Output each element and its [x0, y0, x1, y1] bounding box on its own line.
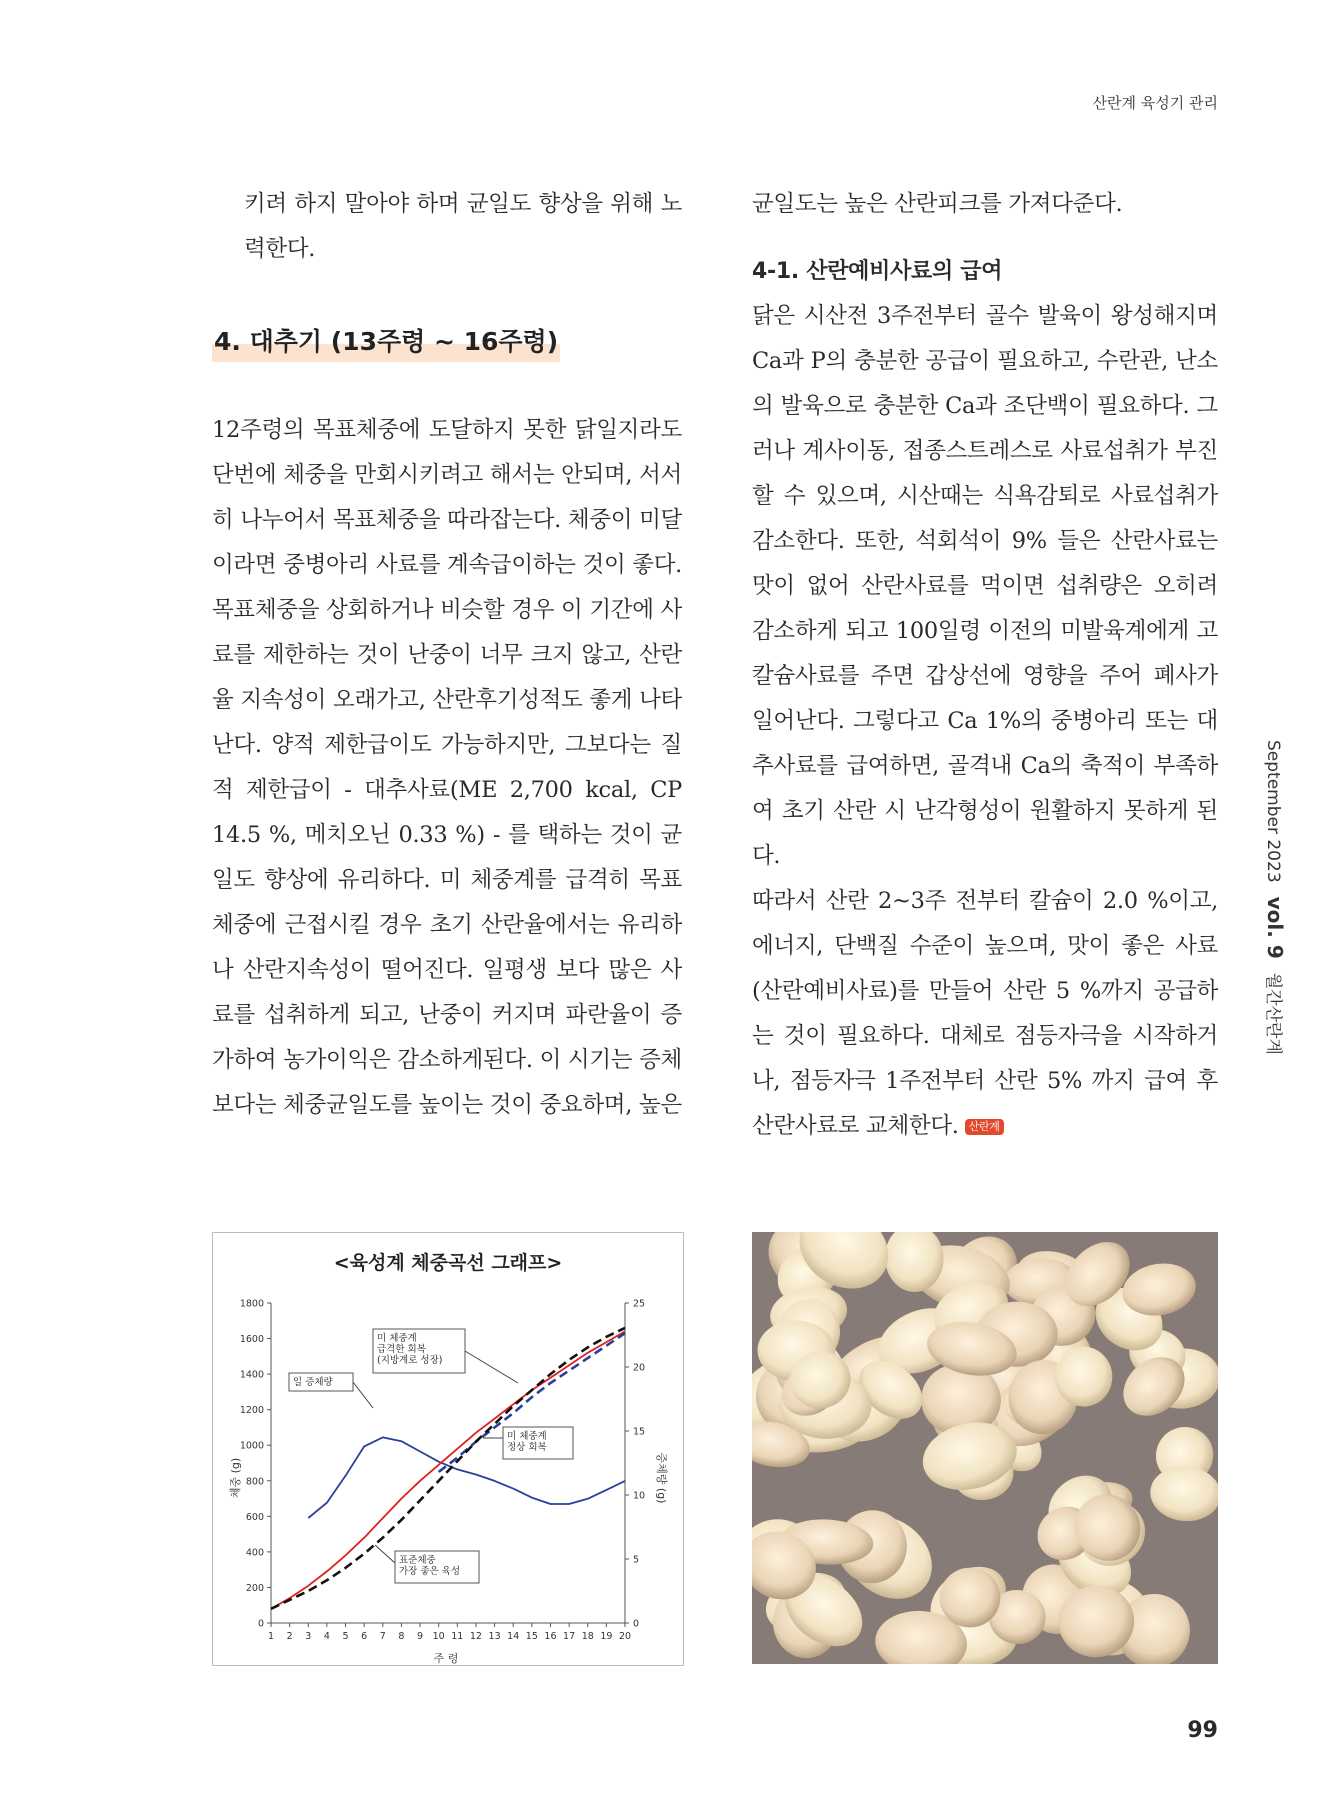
x-axis-label: 주 령 [433, 1652, 459, 1665]
annotation-text: 일 증체량 [293, 1377, 333, 1388]
issue-month: September 2023 [1263, 740, 1283, 883]
left-intro [212, 182, 682, 272]
y2-tick-label: 20 [633, 1362, 646, 1374]
right-body [752, 182, 1218, 1149]
x-tick-label: 7 [379, 1631, 386, 1642]
y-tick-label: 1400 [239, 1369, 264, 1381]
y2-tick-label: 10 [633, 1490, 646, 1502]
left-body [212, 408, 682, 1128]
annotation-text: 미 체중계 [377, 1333, 417, 1344]
chart-annotations [289, 1329, 573, 1583]
x-tick-label: 10 [432, 1631, 445, 1642]
x-tick-label: 16 [544, 1631, 557, 1642]
y-tick-label: 1600 [239, 1334, 264, 1346]
chicks-photo-svg [752, 1232, 1218, 1664]
end-mark-logo: 산란계 [965, 1119, 1004, 1135]
annotation-text: 미 체중계 [507, 1431, 547, 1442]
x-tick-label: 14 [507, 1631, 520, 1642]
issue-vol: vol. 9 [1263, 896, 1287, 959]
x-tick-label: 3 [305, 1631, 312, 1642]
right-continuation: 균일도는 높은 산란피크를 가져다준다. [752, 191, 1123, 217]
y2-tick-label: 25 [633, 1298, 646, 1310]
y2-tick-label: 0 [633, 1618, 640, 1630]
sidebar-issue-label [1263, 740, 1308, 1055]
x-tick-label: 19 [600, 1631, 613, 1642]
annotation-text: 가장 좋은 육성 [399, 1566, 461, 1577]
y2-tick-label: 15 [633, 1426, 646, 1438]
y-tick-label: 0 [257, 1618, 264, 1630]
annotation-text: 급격한 회복 [377, 1344, 426, 1355]
y2-tick-label: 5 [633, 1554, 640, 1566]
annotation-text: 정상 회복 [507, 1442, 547, 1453]
x-tick-label: 18 [581, 1631, 594, 1642]
y2-axis-label: 증체량 (g) [655, 1452, 668, 1504]
x-tick-label: 8 [398, 1631, 405, 1642]
y-tick-label: 200 [245, 1582, 264, 1594]
annotation-leader [375, 1545, 395, 1563]
y-tick-label: 800 [245, 1476, 264, 1488]
annotation-leader [353, 1382, 373, 1408]
chicks-photo [752, 1232, 1218, 1664]
running-header: 산란계 육성기 관리 [1092, 94, 1218, 112]
section-heading-4-1: 4-1. 산란예비사료의 급여 [752, 259, 1003, 284]
x-tick-label: 5 [342, 1631, 349, 1642]
section-4-1-paragraph-1: 닭은 시산전 3주전부터 골수 발육이 왕성해지며 Ca과 P의 충분한 공급이 필요하고, 수란관, 난소의 발육으로 충분한 Ca과 조단백이 필요하다. 그러나 계사이동, 접종스트레스로 사료섭취가 부진할 수 있으며, 시산때는 식욕감퇴로 사료섭취가 감소한다. 또한, 석회석이 9% 들은 산란사료는 맛이 없어 산란사료를 먹이면 섭취량은 오히려 감소하게 되고 100일령 이전의 미발육계에게 고칼슘사료를 주면 갑상선에 영향을 주어 폐사가 일어난다. 그렇다고 Ca 1%의 중병아리 또는 대추사료를 급여하면, 골격내 Ca의 축적이 부족하여 초기 산란 시 난각형성이 원활하지 못하게 된다. [752, 303, 1218, 869]
x-tick-label: 6 [361, 1631, 368, 1642]
annotation-text: (지방계로 성장) [377, 1355, 443, 1366]
magazine-name: 월간산란계 [1263, 972, 1283, 1055]
weight-curve-chart [212, 1232, 684, 1666]
x-tick-label: 20 [618, 1631, 632, 1642]
x-tick-label: 9 [417, 1631, 424, 1642]
page-number: 99 [1187, 1718, 1218, 1743]
section-4-1-paragraph-2: 따라서 산란 2~3주 전부터 칼슘이 2.0 %이고, 에너지, 단백질 수준이 높으며, 맛이 좋은 사료(산란예비사료)를 만들어 산란 5 %까지 공급하는 것이 필요하다. 대체로 점등자극을 시작하거나, 점등자극 1주전부터 산란 5% 까지 급여 후 산란사료로 교체한다. [752, 888, 1218, 1139]
x-tick-label: 15 [525, 1631, 538, 1642]
x-tick-label: 12 [469, 1631, 482, 1642]
x-tick-label: 1 [267, 1631, 275, 1642]
y-tick-label: 1800 [239, 1298, 264, 1310]
x-tick-label: 13 [488, 1631, 501, 1642]
y-tick-label: 1000 [239, 1440, 264, 1452]
section-4-paragraph: 12주령의 목표체중에 도달하지 못한 닭일지라도 단번에 체중을 만회시키려고 해서는 안되며, 서서히 나누어서 목표체중을 따라잡는다. 체중이 미달이라면 중병아리 사료를 계속급이하는 것이 좋다. 목표체중을 상회하거나 비슷할 경우 이 기간에 사료를 제한하는 것이 난중이 너무 크지 않고, 산란율 지속성이 오래가고, 산란후기성적도 좋게 나타난다. 양적 제한급이도 가능하지만, 그보다는 질적 제한급이 - 대추사료(ME 2,700 kcal, CP 14.5 %, 메치오닌 0.33 %) - 를 택하는 것이 균일도 향상에 유리하다. 미 체중계를 급격히 목표체중에 근접시킬 경우 초기 산란율에서는 유리하나 산란지속성이 떨어진다. 일평생 보다 많은 사료를 섭취하게 되고, 난중이 커지며 파란율이 증가하여 농가이익은 감소하게된다. 이 시기는 증체보다는 체중균일도를 높이는 것이 중요하며, 높은 [212, 417, 682, 1118]
section-heading-4: 4. 대추기 (13주령 ~ 16주령) [212, 322, 560, 362]
y-tick-label: 400 [245, 1547, 264, 1559]
x-tick-label: 4 [323, 1631, 330, 1642]
y-tick-label: 600 [245, 1511, 264, 1523]
annotation-text: 표준체중 [399, 1555, 436, 1566]
annotation-leader [465, 1351, 518, 1383]
x-tick-label: 2 [286, 1631, 293, 1642]
chart-svg [213, 1233, 683, 1665]
chart-title: <육성계 체중곡선 그래프> [333, 1252, 563, 1274]
x-tick-label: 17 [563, 1631, 576, 1642]
intro-continuation: 키려 하지 말아야 하며 균일도 향상을 위해 노력한다. [244, 191, 682, 262]
x-tick-label: 11 [451, 1631, 464, 1642]
y-axis-label: 체중 (g) [229, 1457, 242, 1499]
y-tick-label: 1200 [239, 1405, 264, 1417]
